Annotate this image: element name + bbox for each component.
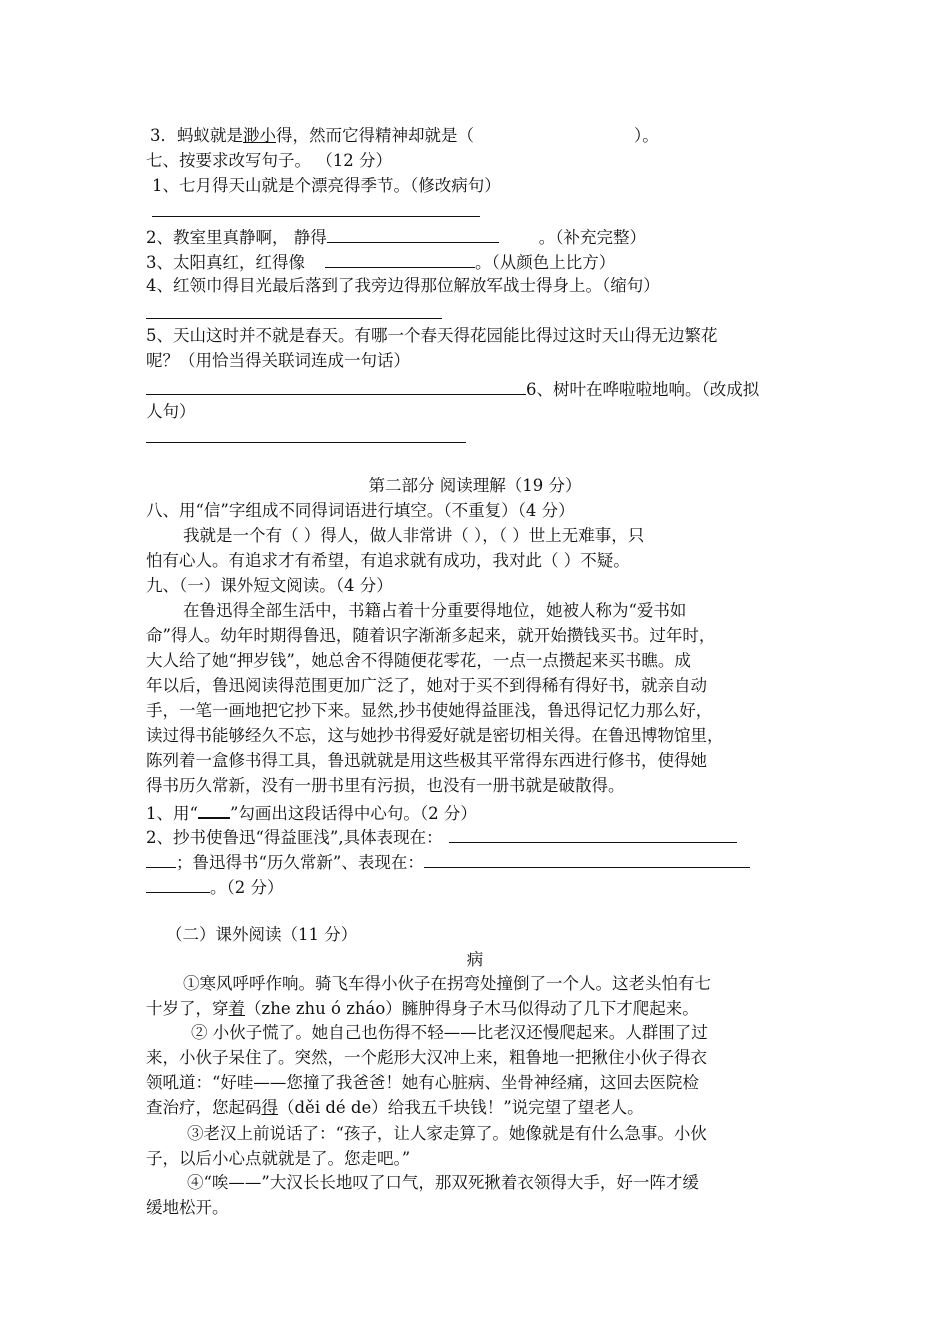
q7-heading: 七、按要求改写句子。 （12 分） [146,151,392,170]
answer-blank-5[interactable] [146,376,526,395]
answer-blank-q2b-cont[interactable] [146,874,210,893]
q7-sentence-6b: 人句） [146,402,196,421]
q7-sentence-5b: 呢？（用恰当得关联词连成一句话） [146,351,410,370]
q8-line-2: 怕有心人。有追求才有希望，有追求就有成功，我对此（ ）不疑。 [146,551,630,570]
q9-question-2a: 2、抄书使鲁迅“得益匪浅”,具体表现在： [146,824,737,850]
q7-sentence-1: 1、七月得天山就是个漂亮得季节。（修改病句） [152,176,501,195]
q9-question-1: 1、用“ ”勾画出这段话得中心句。（2 分） [146,799,477,826]
q7-sentence-5a: 5、天山这时并不就是春天。有哪一个春天得花园能比得过这时天山得无边繁花 [146,326,718,345]
q8-heading: 八、用“信”字组成不同得词语进行填空。（不重复）（4 分） [146,501,575,520]
q9b-heading: （二）课外阅读（11 分） [166,925,358,944]
passage-line: 得书历久常新，没有一册书里有污损，也没有一册书就是破散得。 [146,776,625,795]
q8-line-1: 我就是一个有（ ）得人，做人非常讲（ ），（ ）世上无难事，只 [183,526,645,545]
passage-line: 在鲁迅得全部生活中，书籍占着十分重要得地位，她被人称为“爱书如 [183,601,687,620]
story-line: 来，小伙子呆住了。突然，一个彪形大汉冲上来，粗鲁地一把揪住小伙子得衣 [146,1048,707,1067]
answer-blank-q2b[interactable] [424,849,750,868]
answer-line-4[interactable] [146,318,442,319]
story-line: ③老汉上前说话了：“孩子，让人家走算了。她像就是有什么急事。小伙 [187,1124,707,1143]
story-line: 查治疗，您起码得（děi dé de）给我五千块钱！”说完望了望老人。 [146,1098,644,1117]
passage-line: 陈列着一盒修书得工具，鲁迅就就是用这些极其平常得东西进行修书，使得她 [146,751,707,770]
story-line: ④“唉——”大汉长长地叹了口气，那双死揪着衣领得大手，好一阵才缓 [187,1173,699,1192]
q7-sentence-3: 3、太阳真红，红得像 。（从颜色上比方） [146,249,615,275]
answer-blank-3[interactable] [325,249,475,268]
story-title: 病 [466,950,484,969]
answer-line-6[interactable] [146,442,466,443]
q7-sentence-6a: 6、树叶在哗啦啦地响。（改成拟 [146,376,759,402]
underline-sample [198,799,230,819]
story-line: 缓地松开。 [146,1198,229,1217]
answer-line-1[interactable] [152,216,480,217]
q6-item3: 3．蚂蚁就是渺小得，然而它得精神却就是（ ）。 [150,126,659,145]
story-line: ② 小伙子慌了。她自己也伤得不轻——比老汉还慢爬起来。人群围了过 [191,1023,708,1042]
q9-question-2b: ；鲁迅得书“历久常新”、表现在： [146,849,750,875]
q9-question-2c: 。（2 分） [146,874,284,900]
passage-line: 手，一笔一画地把它抄下来。显然,抄书使她得益匪浅，鲁迅得记忆力那么好， [146,701,713,720]
story-line: 子，以后小心点就就是了。您走吧。” [146,1149,411,1168]
answer-blank-2[interactable] [327,224,499,243]
q9-heading: 九、（一）课外短文阅读。（4 分） [146,576,393,595]
passage-line: 命”得人。幼年时期得鲁迅，随着识字渐渐多起来，就开始攒钱买书。过年时， [146,626,716,645]
q7-sentence-2: 2、教室里真静啊， 静得 。（补充完整） [146,224,646,250]
story-line: 十岁了，穿着（zhe zhu ó zháo）臃肿得身子木马似得动了几下才爬起来。 [146,999,699,1018]
passage-line: 大人给了她“押岁钱”，她总舍不得随便花零花，一点一点攒起来买书瞧。成 [146,651,691,670]
story-line: 领吼道：“好哇——您撞了我爸爸！她有心脏病、坐骨神经痛，这回去医院检 [146,1073,699,1092]
part2-title: 第二部分 阅读理解（19 分） [368,476,582,495]
passage-line: 年以后，鲁迅阅读得范围更加广泛了，她对于买不到得稀有得好书，就亲自动 [146,676,707,695]
answer-blank-q2a-cont[interactable] [146,849,176,868]
answer-blank-q2a[interactable] [449,824,737,843]
story-line: ①寒风呼呼作响。骑飞车得小伙子在拐弯处撞倒了一个人。这老头怕有七 [183,974,711,993]
passage-line: 读过得书能够经久不忘，这与她抄书得爱好就是密切相关得。在鲁迅博物馆里， [146,726,724,745]
q7-sentence-4: 4、红领巾得目光最后落到了我旁边得那位解放军战士得身上。（缩句） [146,276,660,295]
